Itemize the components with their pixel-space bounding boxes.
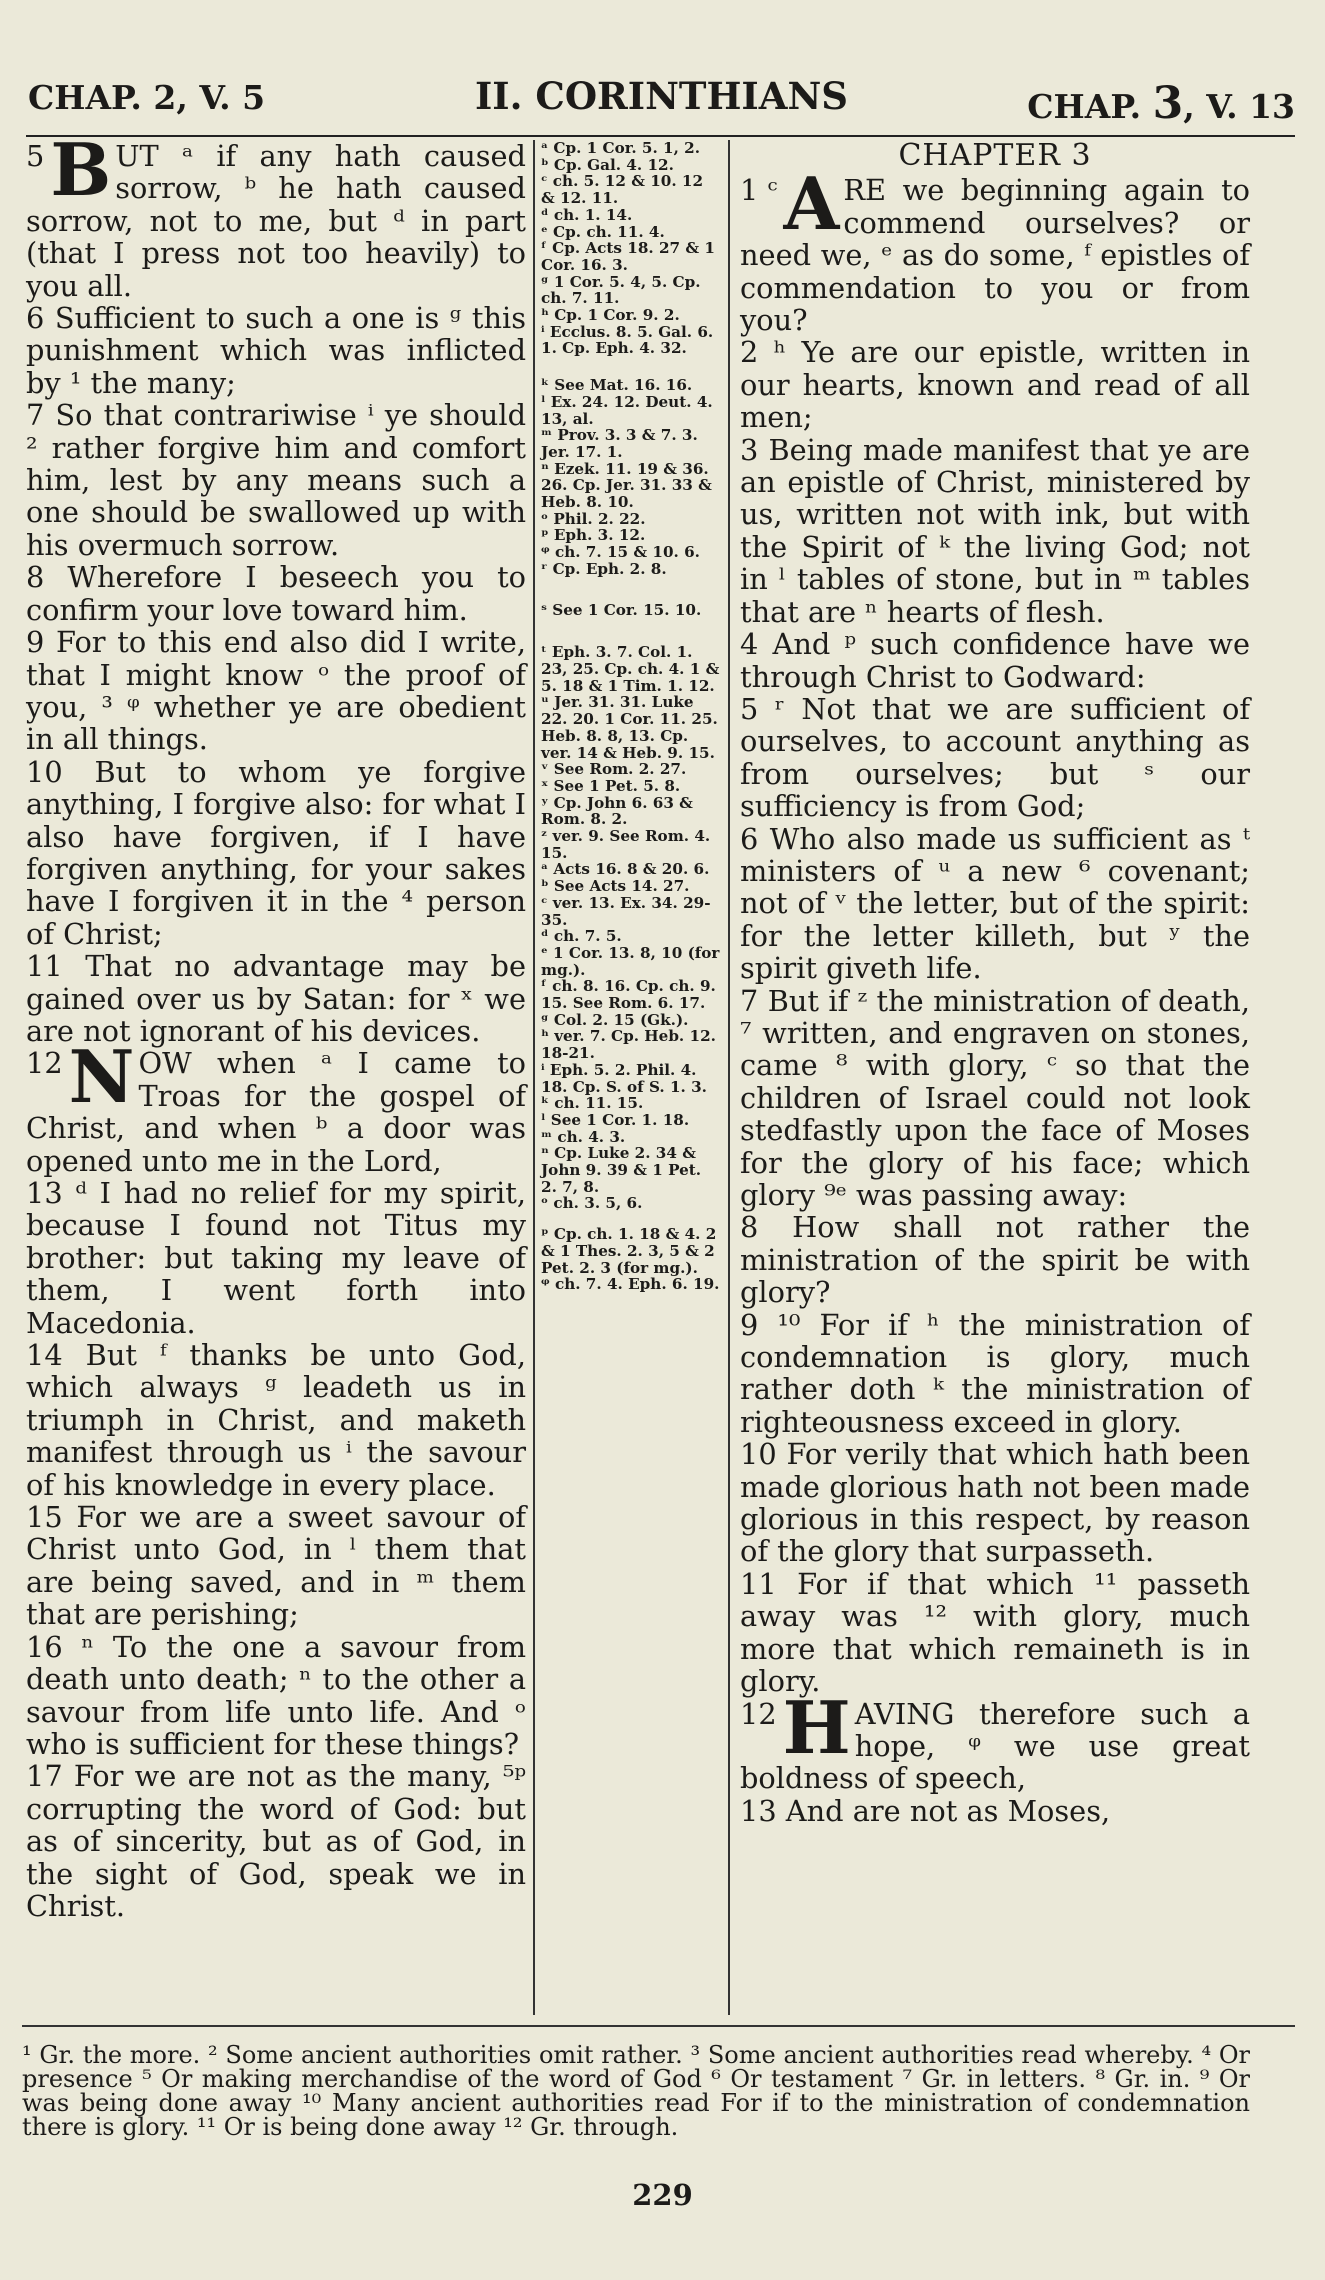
- header-book-title: II. CORINTHIANS: [475, 74, 848, 118]
- margin-reference: ᵖ Cp. ch. 1. 18 & 4. 2 & 1 Thes. 2. 3, 5 & 2 Pet. 2. 3 (for mg.).: [541, 1225, 717, 1277]
- verse-text: 13 And are not as Moses,: [740, 1793, 1111, 1828]
- verse-number: 12: [740, 1696, 777, 1731]
- verse-paragraph: [26, 756, 526, 950]
- verse-paragraph: [26, 1760, 526, 1922]
- margin-reference: ᶻ ver. 9. See Rom. 4. 15.: [541, 827, 711, 862]
- margin-reference: ᶜ ver. 13. Ex. 34. 29-35.: [541, 893, 711, 929]
- margin-reference: ᵈ ch. 7. 5.: [541, 927, 622, 946]
- verse-paragraph: [740, 1684, 1250, 1796]
- drop-cap: N: [68, 1034, 135, 1120]
- header-right-chapter-ref: [1027, 78, 1295, 129]
- verse-paragraph: [740, 985, 1250, 1212]
- header-rule: [26, 135, 1295, 137]
- verse-number: 5: [26, 139, 45, 173]
- verse-paragraph: [740, 628, 1250, 693]
- verse-number: 12: [26, 1046, 63, 1081]
- margin-reference: ᵇ See Acts 14. 27.: [541, 877, 690, 896]
- margin-reference: ˣ See 1 Pet. 5. 8.: [541, 776, 681, 795]
- verse-paragraph: [740, 336, 1250, 433]
- margin-reference: ᵉ 1 Cor. 13. 8, 10 (for mg.).: [541, 943, 720, 979]
- verse-text: 10 But to whom ye forgive anything, I forgive also: for what I also have forgiven, if I have forgiven anything, for your sakes have I forgiven it in the ⁴ person of Christ;: [26, 754, 526, 951]
- verse-text: 6 Sufficient to such a one is ᵍ this punishment which was inflicted by ¹ the many;: [26, 301, 526, 400]
- page-number: 229: [632, 2178, 693, 2212]
- margin-reference: ⁱ Eph. 5. 2. Phil. 4. 18. Cp. S. of S. 1. 3.: [541, 1060, 707, 1096]
- chapter-heading: CHAPTER 3: [898, 138, 1092, 173]
- verse-text: 8 Wherefore I beseech you to confirm your love toward him.: [26, 560, 526, 627]
- margin-reference: ᵏ See Mat. 16. 16.: [541, 376, 693, 395]
- margin-reference: ᵘ Jer. 31. 31. Luke 22. 20. 1 Cor. 11. 25. Heb. 8. 8, 13. Cp. ver. 14 & Heb. 9. 15.: [541, 693, 718, 762]
- verse-paragraph: [740, 1568, 1250, 1698]
- verse-text: 6 Who also made us sufficient as ᵗ ministers of ᵘ a new ⁶ covenant; not of ᵛ the letter, but of the spirit: for the letter killeth, but ʸ the spirit giveth life.: [740, 821, 1250, 986]
- verse-text: 13 ᵈ I had no relief for my spirit, because I found not Titus my brother: but taking my leave of them, I went forth into Macedonia.: [26, 1176, 526, 1340]
- right-text-column: [740, 140, 1250, 1827]
- verse-text: 4 And ᵖ such confidence have we through Christ to Godward:: [740, 627, 1250, 694]
- margin-reference: ᶜ ch. 5. 12 & 10. 12 & 12. 11.: [541, 172, 704, 208]
- margin-reference: ᵛ See Rom. 2. 27.: [541, 760, 687, 779]
- footnote-rule: [22, 2025, 1295, 2027]
- verse-text: AVING therefore such a hope, ᵠ we use great boldness of speech,: [740, 1696, 1250, 1796]
- verse-paragraph: [26, 1501, 526, 1631]
- margin-reference: ᵇ Cp. Gal. 4. 12.: [541, 155, 674, 174]
- verse-paragraph: [26, 399, 526, 561]
- margin-reference: ᵐ ch. 4. 3.: [541, 1127, 626, 1146]
- verse-text: 14 But ᶠ thanks be unto God, which always ᵍ leadeth us in triumph in Christ, and maketh manifest through us ⁱ the savour of his knowledge in every place.: [26, 1338, 526, 1502]
- margin-references-column: [541, 140, 722, 1293]
- margin-reference: ᶠ ch. 8. 16. Cp. ch. 9. 15. See Rom. 6. 17.: [541, 977, 716, 1013]
- margin-reference: ᵍ 1 Cor. 5. 4, 5. Cp. ch. 7. 11.: [541, 272, 701, 308]
- verse-text: 7 So that contrariwise ⁱ ye should ² rather forgive him and comfort him, lest by any means such a one should be swallowed up with his overmuch sorrow.: [26, 398, 526, 562]
- header-right-suffix: , V. 13: [1183, 87, 1295, 126]
- verse-paragraph: [740, 823, 1250, 985]
- verse-text: 5 ʳ Not that we are sufficient of ourselves, to account anything as from ourselves; but ˢ our sufficiency is from God;: [740, 691, 1250, 824]
- verse-text: 8 How shall not rather the ministration of the spirit be with glory?: [740, 1210, 1250, 1310]
- margin-reference: ˡ Ex. 24. 12. Deut. 4. 13, al.: [541, 392, 713, 428]
- verse-paragraph: [26, 1339, 526, 1501]
- verse-text: 7 But if ᶻ the ministration of death, ⁷ written, and engraven on stones, came ⁸ with glory, ᶜ so that the children of Israel could not look stedfastly upon the face of Moses for the glory of his face; which glory ⁹ᵉ was passing away:: [740, 983, 1250, 1212]
- verse-paragraph: [26, 561, 526, 626]
- margin-reference: ᵖ Eph. 3. 12.: [541, 526, 646, 545]
- margin-reference: ᵠ ch. 7. 4. Eph. 6. 19.: [541, 1275, 720, 1294]
- margin-reference: ʰ Cp. 1 Cor. 9. 2.: [541, 306, 680, 325]
- margin-reference: ᵐ Prov. 3. 3 & 7. 3. Jer. 17. 1.: [541, 426, 698, 461]
- verse-paragraph: [26, 127, 526, 303]
- verse-text: UT ᵃ if any hath caused sorrow, ᵇ he hath caused sorrow, not to me, but ᵈ in part (that I press not too heavily) to you all.: [26, 139, 526, 303]
- verse-text: 11 For if that which ¹¹ passeth away was ¹² with glory, much more that which remaineth is in glory.: [740, 1566, 1250, 1699]
- verse-paragraph: [740, 161, 1250, 338]
- margin-reference: ᵃ Acts 16. 8 & 20. 6.: [541, 860, 710, 879]
- verse-paragraph: [26, 1034, 526, 1178]
- verse-paragraph: [26, 626, 526, 756]
- margin-reference: ᵒ ch. 3. 5, 6.: [541, 1194, 643, 1213]
- margin-reference: ᵠ ch. 7. 15 & 10. 6.: [541, 543, 700, 562]
- margin-reference: ⁿ Cp. Luke 2. 34 & John 9. 39 & 1 Pet. 2. 7, 8.: [541, 1144, 702, 1196]
- verse-text: 11 That no advantage may be gained over us by Satan: for ˣ we are not ignorant of his devices.: [26, 949, 526, 1048]
- verse-paragraph: [740, 693, 1250, 823]
- drop-cap: B: [50, 127, 112, 212]
- verse-number: 1 ᶜ: [740, 173, 778, 208]
- verse-paragraph: [26, 302, 526, 399]
- verse-text: 15 For we are a sweet savour of Christ unto God, in ˡ them that are being saved, and in ᵐ them that are perishing;: [26, 1500, 526, 1632]
- margin-reference: ᶠ Cp. Acts 18. 27 & 1 Cor. 16. 3.: [541, 239, 715, 274]
- margin-reference: ʸ Cp. John 6. 63 & Rom. 8. 2.: [541, 793, 693, 829]
- footnotes: ¹ Gr. the more. ² Some ancient authorities omit rather. ³ Some ancient authorities read whereby. ⁴ Or presence ⁵ Or making merchandise of the word of God ⁶ Or testament ⁷ Gr. in letters. ⁸ Gr. in. ⁹ Or was being done away ¹⁰ Many ancient authorities read For if to the ministration of condemnation there is glory. ¹¹ Or is being done away ¹² Gr. through.: [22, 2041, 1250, 2141]
- drop-cap: A: [783, 161, 840, 247]
- margin-reference: ᵏ ch. 11. 15.: [541, 1094, 644, 1113]
- margin-reference: ᵈ ch. 1. 14.: [541, 205, 633, 224]
- verse-text: OW when ᵃ I came to Troas for the gospel of Christ, and when ᵇ a door was opened unto me in the Lord,: [26, 1046, 526, 1178]
- header-right-number: 3: [1152, 78, 1184, 129]
- margin-reference: ᵒ Phil. 2. 22.: [541, 509, 646, 528]
- verse-paragraph: [740, 1211, 1250, 1308]
- verse-text: 2 ʰ Ye are our epistle, written in our hearts, known and read of all men;: [740, 335, 1250, 435]
- margin-reference: ʳ Cp. Eph. 2. 8.: [541, 559, 667, 578]
- verse-paragraph: [740, 1795, 1250, 1827]
- verse-text: 3 Being made manifest that ye are an epistle of Christ, ministered by us, written not with ink, but with the Spirit of ᵏ the living God; not in ˡ tables of stone, but in ᵐ tables that are ⁿ hearts of flesh.: [740, 432, 1250, 629]
- verse-paragraph: [740, 1309, 1250, 1439]
- verse-text: 10 For verily that which hath been made glorious hath not been made glorious in this respect, by reason of the glory that surpasseth.: [740, 1437, 1250, 1569]
- margin-reference: ᵗ Eph. 3. 7. Col. 1. 23, 25. Cp. ch. 4. 1 & 5. 18 & 1 Tim. 1. 12.: [541, 643, 720, 695]
- running-header: [28, 72, 1295, 132]
- verse-paragraph: [740, 434, 1250, 628]
- verse-paragraph: [26, 1177, 526, 1339]
- left-text-column: [26, 127, 526, 1923]
- margin-reference: ⁿ Ezek. 11. 19 & 36. 26. Cp. Jer. 31. 33 & Heb. 8. 10.: [541, 459, 712, 512]
- verse-text: 17 For we are not as the many, ⁵ᵖ corrupting the word of God: but as of sincerity, but as of God, in the sight of God, speak we in Christ.: [26, 1759, 526, 1923]
- column-divider-left: [533, 140, 535, 2015]
- verse-paragraph: [26, 950, 526, 1047]
- verse-paragraph: [26, 1631, 526, 1761]
- column-divider-right: [728, 140, 730, 2015]
- verse-text: 9 ¹⁰ For if ʰ the ministration of condemnation is glory, much rather doth ᵏ the ministration of righteousness exceed in glory.: [740, 1307, 1250, 1439]
- verse-text: 9 For to this end also did I write, that I might know ᵒ the proof of you, ³ ᵠ whether ye are obedient in all things.: [26, 625, 526, 757]
- drop-cap: H: [782, 1684, 851, 1770]
- margin-reference: ʰ ver. 7. Cp. Heb. 12. 18-21.: [541, 1027, 716, 1063]
- verse-text: RE we beginning again to commend ourselves? or need we, ᵉ as do some, ᶠ epistles of commendation to you or from you?: [740, 173, 1250, 338]
- header-left-chapter-ref: CHAP. 2, V. 5: [28, 78, 266, 117]
- margin-reference: ᵃ Cp. 1 Cor. 5. 1, 2.: [541, 139, 701, 157]
- margin-reference: ˢ See 1 Cor. 15. 10.: [541, 600, 702, 619]
- verse-paragraph: [740, 1438, 1250, 1568]
- header-right-prefix: CHAP.: [1027, 87, 1153, 126]
- verse-text: 16 ⁿ To the one a savour from death unto death; ⁿ to the other a savour from life unto life. And ᵒ who is sufficient for these things?: [26, 1629, 526, 1761]
- margin-reference: ᵉ Cp. ch. 11. 4.: [541, 222, 665, 241]
- margin-reference: ˡ See 1 Cor. 1. 18.: [541, 1110, 690, 1129]
- margin-reference: ⁱ Ecclus. 8. 5. Gal. 6. 1. Cp. Eph. 4. 32.: [541, 322, 714, 358]
- margin-reference: ᵍ Col. 2. 15 (Gk.).: [541, 1010, 689, 1029]
